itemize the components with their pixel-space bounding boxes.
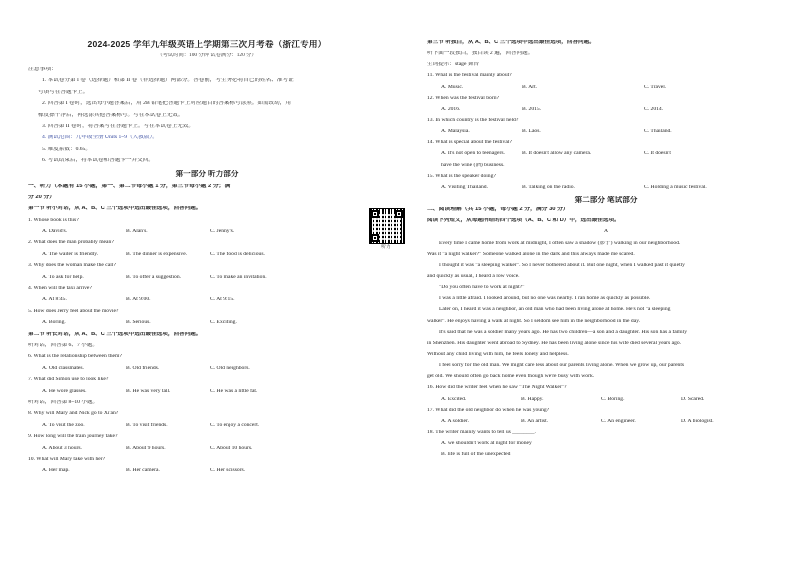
option-a[interactable]: A. At 8:45.	[42, 297, 67, 303]
section-3-instruction: 第三节 听独白，从 A、B、C 三个选项中选出最佳选项，回答问题。	[427, 40, 595, 45]
question-3: 3. Why does the woman make the call?	[28, 263, 116, 269]
notice-item: 号填写在答题卡上。	[38, 89, 89, 95]
notice-item: 5. 难度系数：0.65。	[42, 146, 91, 152]
question-18: 18. The writer mainly wants to tell us ________.	[427, 429, 536, 435]
exam-subtitle: （考试时间：100 分钟 试卷满分：120 分）	[157, 53, 257, 58]
question-4: 4. When will the taxi arrive?	[28, 286, 92, 292]
notice-item: 橡皮擦干净后，再选涂其他答案标号。写在本试卷上无效。	[38, 112, 184, 118]
notice-item: 2. 回答第 I 卷时，选出每小题答案后，用 2B 铅笔把答题卡上对应题目的答案标号涂黑。如需改动，用	[42, 101, 291, 107]
question-5: 5. How does Jerry feel about the movie?	[28, 308, 119, 314]
passage-line: Was it "a night walker?" Someone walked alone in the dark and this always made me scared.	[427, 251, 635, 257]
listen-note-6-7: 听对话，回答第 6、7 小题。	[28, 342, 98, 348]
exam-title: 2024-2025 学年九年级英语上学期第三次月考卷（浙江专用）	[87, 40, 327, 49]
option-d[interactable]: D. Scared.	[681, 396, 705, 402]
option-c[interactable]: C. Exciting.	[210, 320, 237, 326]
notice-heading: 注意事项：	[28, 67, 57, 72]
vocab-hint: 生词提示：stage 舞台	[427, 62, 480, 68]
question-2: 2. What does the man probably mean?	[28, 240, 114, 246]
options-3	[28, 275, 386, 286]
passage-line: in Shenzhen. His daughter went abroad to Sydney. He has been living alone since his wife died several years ago.	[427, 340, 682, 346]
listening-heading-cont: 分 20 分）	[28, 194, 56, 200]
option-a[interactable]: A. To visit the zoo.	[42, 422, 85, 428]
question-6: 6. What is the relationship between them?	[28, 354, 122, 360]
passage-label: A	[603, 229, 609, 235]
option-d[interactable]: D. A biologist.	[681, 418, 714, 424]
options-14	[427, 151, 785, 162]
qr-label: 听力	[381, 244, 391, 249]
passage-line: "Do you often have to work at night?"	[439, 285, 525, 291]
option-a[interactable]: A. He wore glasses.	[42, 388, 87, 394]
option-a[interactable]: A. A soldier.	[441, 418, 469, 424]
option-c[interactable]: C. Travel.	[644, 84, 667, 90]
option-c[interactable]: C. Thailand.	[644, 129, 672, 135]
option-a[interactable]: A. The waiter is friendly.	[42, 251, 99, 257]
option-c[interactable]: C. At 9:15.	[210, 297, 235, 303]
option-b[interactable]: B. An artist.	[521, 418, 549, 424]
question-14: 14. What is special about the festival?	[427, 140, 512, 146]
options-1	[28, 229, 386, 240]
option-a[interactable]: A. Boring.	[42, 320, 66, 326]
option-c[interactable]: C. An engineer.	[601, 418, 636, 424]
option-a[interactable]: A. Old classmates.	[42, 365, 84, 371]
option-b[interactable]: B. Talking on the radio.	[522, 184, 575, 190]
left-column	[28, 40, 386, 480]
option-b[interactable]: B. Serious.	[126, 320, 151, 326]
option-c[interactable]: C. He was a little fat.	[210, 388, 258, 394]
option-b[interactable]: B. 2015.	[522, 106, 542, 112]
qr-finder	[371, 210, 379, 218]
option-a[interactable]: A. Malaysia.	[441, 129, 470, 135]
section-3-note: 听下面一段独白，独白读 2 遍，回答问题。	[427, 51, 534, 57]
option-a[interactable]: A. It's not open to teenagers.	[441, 151, 505, 157]
qr-finder	[395, 210, 403, 218]
listening-heading: 一、听力（本题有 15 小题，第一、第二节每小题 1 分，第三节每小题 2 分；满	[28, 183, 231, 189]
notice-item: 4. 测试范围：九年级全册 Units 1~9（人教版）。	[42, 135, 158, 141]
question-1: 1. Whose book is this?	[28, 217, 79, 223]
question-15: 15. What is the speaker doing?	[427, 173, 496, 179]
options-17	[427, 419, 785, 430]
question-11: 11. What is the festival mainly about?	[427, 73, 512, 79]
option-a[interactable]: A. Her map.	[42, 468, 70, 474]
option-c[interactable]: C. About 10 hours.	[210, 445, 253, 451]
question-10: 10. What will Mary take with her?	[28, 456, 106, 462]
part2-title: 第二部分 笔试部分	[574, 195, 638, 204]
section-1-instruction: 第一节 听小对话，从 A、B、C 三个选项中选出最佳选项，回答问题。	[28, 206, 202, 212]
options-16	[427, 397, 785, 408]
qr-code[interactable]	[369, 208, 405, 244]
option-b[interactable]: B. Alan's.	[126, 229, 148, 235]
option-b[interactable]: B. To offer a suggestion.	[126, 274, 182, 280]
passage-line: It's said that he was a soldier many years ago. He has two children—a son and a daughter. His son has a family	[439, 329, 688, 335]
passage-line: I was a little afraid. I looked around, but no one was nearby. I ran home as quickly as possible.	[439, 296, 651, 302]
option-a[interactable]: A. David's.	[42, 229, 68, 235]
passage-line: get old. We should often go back home even though we're busy with work.	[427, 374, 595, 380]
option-c[interactable]: C. Holding a music festival.	[644, 184, 707, 190]
passage-line: Later on, I heard it was a neighbor, an old man who had been living alone at home. He's not "a sleeping	[439, 307, 671, 313]
option-a[interactable]: A. we shouldn't work at night for money	[441, 441, 532, 447]
reading-heading: 二、阅读理解（共 15 小题，每小题 2 分，满分 30 分）	[427, 207, 569, 213]
options-15	[427, 185, 785, 196]
reading-instruction: 阅读下列短文，从每题所给的四个选项（A、B、C 和 D）中，选出最佳选项。	[427, 218, 620, 224]
options-11	[427, 85, 785, 96]
options-5	[28, 320, 386, 331]
notice-item: 1. 本试卷分第 I 卷（选择题）和第 II 卷（非选择题）两部分。答卷前，考生务必将自己的姓名、准考证	[42, 78, 294, 84]
option-b[interactable]: B. The dinner is expensive.	[126, 251, 188, 257]
option-b[interactable]: B. To visit friends.	[126, 422, 168, 428]
section-2-instruction: 第二节 听长对话，从 A、B、C 三个选项中选出最佳选项，回答问题。	[28, 331, 202, 337]
option-b[interactable]: B. Happy.	[521, 396, 544, 402]
option-b[interactable]: B. It doesn't allow any camera.	[522, 151, 592, 157]
passage-line: Every time I came home from work at midnight, I often saw a shadow (影子) walking in our neighborhood.	[439, 240, 681, 246]
options-10	[28, 468, 386, 479]
option-c[interactable]: C. Her scissors.	[210, 468, 246, 474]
option-c[interactable]: C. Boring.	[601, 396, 625, 402]
options-6	[28, 366, 386, 377]
option-a[interactable]: A. Visiting Thailand.	[441, 184, 489, 190]
passage-line: I feel sorry for the old man. We might care less about our parents living alone. When we grow up, our parents	[439, 363, 685, 369]
options-4	[28, 297, 386, 308]
option-b[interactable]: B. About 9 hours.	[126, 445, 166, 451]
notice-item: 6. 考试结束后，将本试卷和答题卡一并交回。	[42, 158, 154, 164]
options-12	[427, 107, 785, 118]
listen-note-8-10: 听对话，回答第 8~10 小题。	[28, 399, 99, 405]
options-9	[28, 446, 386, 457]
question-17: 17. What did the old neighbor do when he was young?	[427, 407, 550, 413]
option-c[interactable]: C. 2014.	[644, 106, 664, 112]
options-7	[28, 389, 386, 400]
option-b[interactable]: B. Art.	[522, 84, 538, 90]
passage-line: walker". He enjoys having a walk at night. So I seldom see him in the neighborhood in the day.	[427, 318, 641, 324]
question-12: 12. When was the festival born?	[427, 95, 499, 101]
passage-line: I thought it was "a sleeping walker". So I never bothered about it. But one night, when I walked past it quietly	[439, 262, 685, 268]
option-c[interactable]: C. Old neighbors.	[210, 365, 250, 371]
qr-finder	[371, 234, 379, 242]
option-b[interactable]: B. Laos.	[522, 129, 541, 135]
options-2	[28, 252, 386, 263]
option-a[interactable]: A. To ask for help.	[42, 274, 84, 280]
options-13	[427, 129, 785, 140]
question-9: 9. How long will the train journey take?	[28, 434, 118, 440]
option-a[interactable]: A. 2016.	[441, 106, 461, 112]
option-b[interactable]: B. He was very tall.	[126, 388, 171, 394]
option-b[interactable]: B. Old friends.	[126, 365, 160, 371]
option-b[interactable]: B. Her camera.	[126, 468, 160, 474]
option-b[interactable]: B. At 9:00.	[126, 297, 151, 303]
right-column	[427, 40, 785, 463]
option-c[interactable]: C. The food is delicious.	[210, 251, 265, 257]
option-a[interactable]: A. Excited.	[441, 396, 467, 402]
passage-line: and quickly as usual, I heard a low voice.	[427, 273, 520, 279]
option-c[interactable]: C. It doesn't	[644, 151, 671, 157]
question-8: 8. Why will Mary and Nick go to Xi'an?	[28, 411, 119, 417]
notice-item: 3. 回答第 II 卷时，将答案写在答题卡上。写在本试卷上无效。	[42, 123, 194, 129]
option-c[interactable]: C. Jenny's.	[210, 229, 235, 235]
option-b[interactable]: B. life is full of the unexpected	[441, 452, 511, 458]
question-7: 7. What did Simon use to look like?	[28, 377, 109, 383]
option-c[interactable]: C. To enjoy a concert.	[210, 422, 260, 428]
question-16: 16. How did the writer feel when he saw "The Night Walker"?	[427, 385, 567, 391]
passage-line: Without any child living with him, he feels lonely and helpless.	[427, 351, 569, 357]
options-8	[28, 423, 386, 434]
option-a[interactable]: A. About 3 hours.	[42, 445, 82, 451]
option-c[interactable]: C. To make an invitation.	[210, 274, 267, 280]
question-13: 13. In which country is the festival held?	[427, 117, 519, 123]
option-c-continued: have the wine (酒) business.	[441, 162, 505, 168]
part1-title: 第一部分 听力部分	[175, 169, 239, 178]
option-a[interactable]: A. Music.	[441, 84, 464, 90]
